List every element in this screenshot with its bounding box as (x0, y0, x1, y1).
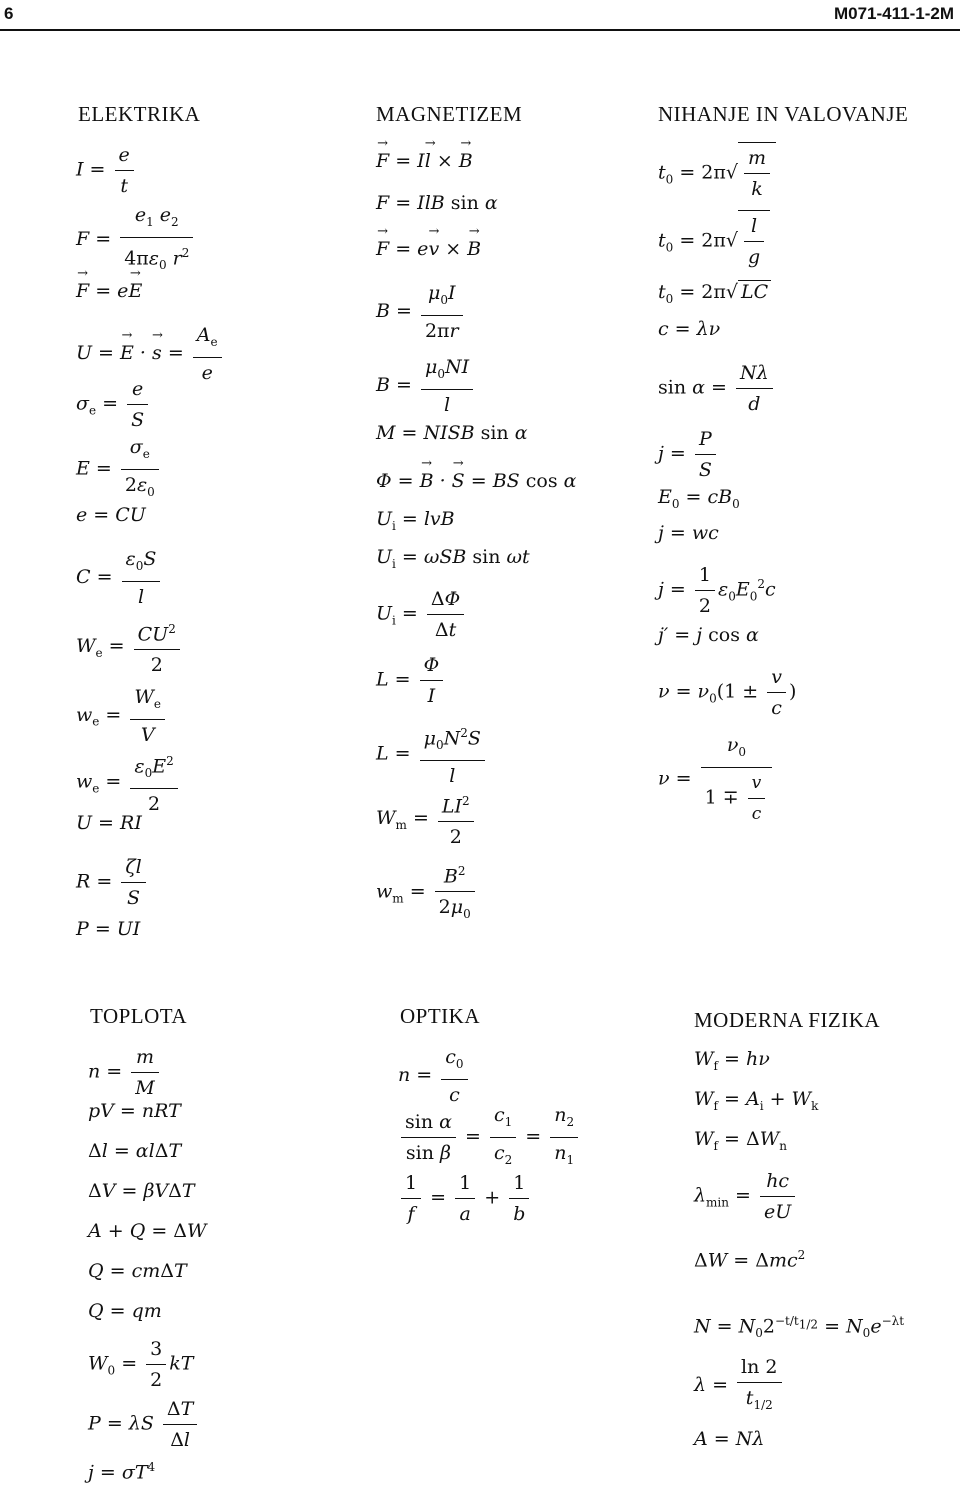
formula: → F = I→ l × → B (376, 150, 473, 172)
page-number: 6 (4, 4, 14, 23)
formula: P = λS $\frac{\Delta T}{\Delta l}$ (88, 1394, 200, 1455)
formula: $E_0 = cB_0$ (658, 486, 740, 511)
formula: $\sigma_e$ = $\frac{e}{S}$ (76, 374, 151, 435)
formula: $W_0$ = $\frac{3}{2}$ kT (88, 1334, 193, 1395)
formula: I = $\frac{e}{t}$ (76, 140, 137, 201)
formula: $t_0 = 2\pi√$ $\frac{l}{g}$ (658, 210, 770, 272)
formula: L = $\frac{\mu_0N^2S}{l}$ (376, 718, 488, 791)
formula: ΔV = βVΔT (88, 1180, 195, 1202)
formula: R = $\frac{\zeta l}{S}$ (76, 852, 149, 913)
section-title-magnetizem: MAGNETIZEM (376, 102, 523, 126)
formula: A = Nλ (694, 1428, 765, 1450)
formula: $t_0 = 2\pi√$ $\frac{m}{k}$ (658, 142, 776, 204)
formula: $\frac{\text{sin α}}{\text{sin β}}$ = $\frac{c_1}{c_2}$ = $\frac{n_2}{n_1}$ (398, 1100, 581, 1175)
formula: n = $\frac{m}{M}$ (88, 1042, 162, 1103)
formula: sin α = $\frac{N\lambda}{d}$ (658, 358, 776, 419)
formula: n = $\frac{c_0}{c}$ (398, 1042, 471, 1110)
page-header (0, 0, 960, 32)
formula: $\lambda_{min}$ = $\frac{hc}{eU}$ (694, 1166, 798, 1227)
formula: → F = e→ E (76, 280, 142, 302)
formula: j′ = j cos α (658, 624, 759, 646)
formula: c = λν (658, 318, 721, 340)
formula: U = RI (76, 812, 142, 834)
formula: B = $\frac{\mu_0I}{2\pi r}$ (376, 278, 466, 346)
formula: ν = $\nu_0$ 1 ∓ $\frac{v}{c}$ (658, 730, 775, 829)
formula: $W_m$ = $\frac{LI^2}{2}$ (376, 786, 477, 852)
formula: P = UI (76, 918, 141, 940)
formula: $U_i = \omega SB$ sin ωt (376, 546, 530, 571)
formula: E = $\frac{\sigma_e}{2\varepsilon_0}$ (76, 432, 162, 507)
section-title-optika: OPTIKA (400, 1004, 480, 1028)
formula: → F = e→ v × → B (376, 238, 481, 260)
section-title-toplota: TOPLOTA (90, 1004, 188, 1028)
formula: Δl = αlΔT (88, 1140, 182, 1162)
formula: pV = nRT (88, 1100, 181, 1122)
section-title-nihanje-in-valovanje: NIHANJE IN VALOVANJE (658, 102, 909, 126)
formula: F = $\frac{e_1 e_2}{4\pi\varepsilon_0 r^2}$ (76, 200, 196, 280)
formula: ΔW = Δmc$^2$ (694, 1248, 806, 1272)
header-rule (0, 29, 960, 31)
formula: Q = cmΔT (88, 1260, 187, 1282)
formula: $W_f = h\nu$ (694, 1048, 770, 1073)
formula: $U_i$ = $\frac{\Delta\Phi}{\Delta t}$ (376, 584, 467, 645)
formula: A + Q = ΔW (88, 1220, 207, 1242)
document-code: M071-411-1-2M (833, 4, 954, 23)
formula: $t_0 = 2\pi√$ LC (658, 280, 771, 306)
section-title-elektrika: ELEKTRIKA (78, 102, 201, 126)
formula: $\frac{1}{f}$ = $\frac{1}{a}$ + $\frac{1}{b}$ (398, 1168, 532, 1229)
formula: $N = N_02^{-t/t_{1/2}} = N_0e^{-\lambda t}$ (694, 1314, 905, 1341)
formula: j = $\frac{1}{2}$ $\varepsilon_0E_0^2c$ (658, 560, 776, 621)
formula: Φ = → B · → S = BS cos α (376, 470, 576, 492)
formula: F = IlB sin α (376, 192, 498, 214)
formula: $\nu = \nu_0(1$ ± $\frac{v}{c}$ ) (658, 662, 796, 723)
formula: B = $\frac{\mu_0NI}{l}$ (376, 352, 476, 420)
formula: j = wc (658, 522, 719, 544)
formula: j = $\frac{P}{S}$ (658, 424, 719, 485)
formula: $w_e$ = $\frac{W_e}{V}$ (76, 682, 168, 750)
formula: $w_m$ = $\frac{B^2}{2\mu_0}$ (376, 856, 478, 929)
formula: $W_f = A_i + W_k$ (694, 1088, 819, 1113)
formula: $W_f = \Delta W_n$ (694, 1128, 787, 1153)
formula: C = $\frac{\varepsilon_0S}{l}$ (76, 544, 163, 612)
formula: $j = \sigma T^4$ (88, 1460, 156, 1484)
section-title-moderna-fizika: MODERNA FIZIKA (694, 1008, 881, 1032)
formula: L = $\frac{\Phi}{I}$ (376, 650, 446, 711)
formula: e = CU (76, 504, 146, 526)
formula: $w_e$ = $\frac{\varepsilon_0E^2}{2}$ (76, 746, 181, 819)
formula: Q = qm (88, 1300, 162, 1322)
formula: $W_e$ = $\frac{CU^2}{2}$ (76, 614, 183, 680)
formula: M = NISB sin α (376, 422, 528, 444)
formula: λ = $\frac{\ln 2}{t_{1/2}}$ (694, 1352, 785, 1420)
formula: U = → E · → s = $\frac{A_e}{e}$ (76, 320, 225, 388)
formula: $U_i$ = lvB (376, 508, 455, 533)
